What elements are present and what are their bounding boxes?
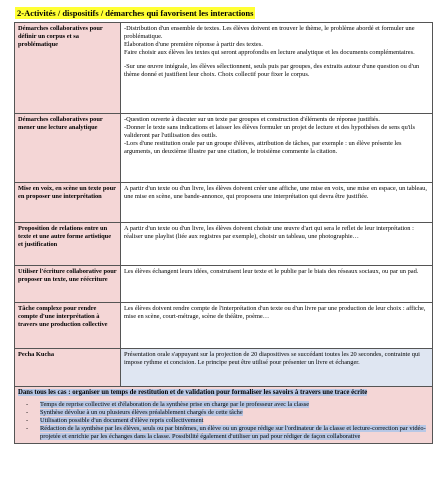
row-label: Mise en voix, en scène un texte pour en proposer une interprétation bbox=[15, 183, 121, 223]
description-line: -Question ouverte à discuter sur un texte par groupes et construction d'éléments de réponse justifiés. bbox=[124, 116, 380, 123]
row-label: Pecha Kucha bbox=[15, 349, 121, 387]
description-line: Faire choisir aux élèves les textes qui seront approfondis en lecture analytique et les documents complémentaires. bbox=[124, 49, 415, 56]
row-label: Utiliser l'écriture collaborative pour proposer un texte, une réécriture bbox=[15, 266, 121, 303]
row-description bbox=[121, 114, 433, 183]
bullet-marker: - bbox=[26, 400, 29, 408]
description-line: -Sur une œuvre intégrale, les élèves sélectionnent, seuls puis par groupes, des extraits autour d'une question ou d'un thème donné et justifient leur choix. Choix collectif pour fixer le corpus. bbox=[124, 63, 420, 78]
row-label: Démarches collaboratives pour mener une lecture analytique bbox=[15, 114, 121, 183]
list-item bbox=[26, 400, 429, 409]
description-line: -Lors d'une restitution orale par un groupe d'élèves, attribution de tâches, par exemple : un élève présente les arguments, un deuxième illustre par une citation, le troisième commente la citation. bbox=[124, 140, 402, 155]
row-description bbox=[121, 183, 433, 223]
summary-list bbox=[18, 401, 429, 441]
list-item bbox=[26, 416, 429, 425]
description-line: -Distribution d'un ensemble de textes. Les élèves doivent en trouver le thème, le problème abordé et formuler une problématique. bbox=[124, 25, 415, 40]
table-row bbox=[15, 223, 433, 266]
list-item bbox=[26, 424, 429, 441]
table-row bbox=[15, 349, 433, 387]
list-item bbox=[26, 408, 429, 417]
section-heading: 2-Activités / dispositifs / démarches qui favorisent les interactions bbox=[17, 8, 254, 18]
bullet-marker: - bbox=[26, 408, 29, 416]
description-line: Elaboration d'une première réponse à partir des textes. bbox=[124, 41, 263, 48]
description-line: A partir d'un texte ou d'un livre, les élèves doivent choisir une œuvre d'art qui sera le reflet de leur interprétation : réaliser une playlist (liée aux registres par exemple), choisir un tableau, une photographie… bbox=[124, 225, 414, 240]
row-label: Démarches collaboratives pour définir un corpus et sa problématique bbox=[15, 23, 121, 114]
list-item-text: Synthèse dévolue à un ou plusieurs élèves préalablement chargés de cette tâche bbox=[40, 408, 243, 416]
table-row bbox=[15, 114, 433, 183]
list-item-text: Rédaction de la synthèse par les élèves, seuls ou par binômes, un élève ou un groupe rédige sur l'ordinateur de la classe et lecture-correction par vidéo-projetée et enrichie par les échanges dans la classe. Possibilité également d'utiliser un pad pour rédiger de façon collaborative bbox=[40, 424, 426, 440]
description-line: -Donner le texte sans indications et laisser les élèves formuler un projet de lecture et des hypothèses de sens qu'ils valideront par l'utilisation des outils. bbox=[124, 124, 415, 139]
bullet-marker: - bbox=[26, 424, 29, 432]
row-description bbox=[121, 23, 433, 114]
table-row bbox=[15, 303, 433, 349]
row-description bbox=[121, 349, 433, 387]
summary-cell bbox=[15, 387, 433, 444]
table-row bbox=[15, 183, 433, 223]
row-description bbox=[121, 303, 433, 349]
table-row bbox=[15, 266, 433, 303]
summary-title: Dans tous les cas : organiser un temps de restitution et de validation pour formaliser les savoirs à travers une trace écrite bbox=[18, 389, 368, 396]
row-label: Proposition de relations entre un texte et une autre forme artistique et justification bbox=[15, 223, 121, 266]
activities-table bbox=[14, 22, 433, 444]
description-line: Les élèves échangent leurs idées, construisent leur texte et le publie par le biais des réseaux sociaux, ou par un pad. bbox=[124, 268, 419, 275]
list-item-text: Utilisation possible d'un document d'élève repris collectivement bbox=[40, 416, 204, 424]
table-row bbox=[15, 23, 433, 114]
description-line: Présentation orale s'appuyant sur la projection de 20 diapositives se succédant toutes les 20 secondes, contrainte qui impose rythme et concision. Le principe peut être utilisé pour présenter un livre et échanger. bbox=[124, 351, 420, 366]
description-line: Les élèves doivent rendre compte de l'interprétation d'un texte ou d'un livre par une production de leur choix : affiche, mise en scène, court-métrage, scène de théâtre, poème… bbox=[124, 305, 426, 320]
summary-row bbox=[15, 387, 433, 444]
bullet-marker: - bbox=[26, 416, 29, 424]
description-line: A partir d'un texte ou d'un livre, les élèves doivent créer une affiche, une mise en voix, une mise en espace, un tableau, une mise en scène, une bande-annonce, qui proposera une interprétation qui devra être justifiée. bbox=[124, 185, 427, 200]
row-description bbox=[121, 266, 433, 303]
row-label: Tâche complexe pour rendre compte d'une interprétation à travers une production collective bbox=[15, 303, 121, 349]
list-item-text: Temps de reprise collective et d'élaboration de la synthèse prise en charge par le professeur avec la classe bbox=[40, 400, 310, 408]
row-description bbox=[121, 223, 433, 266]
